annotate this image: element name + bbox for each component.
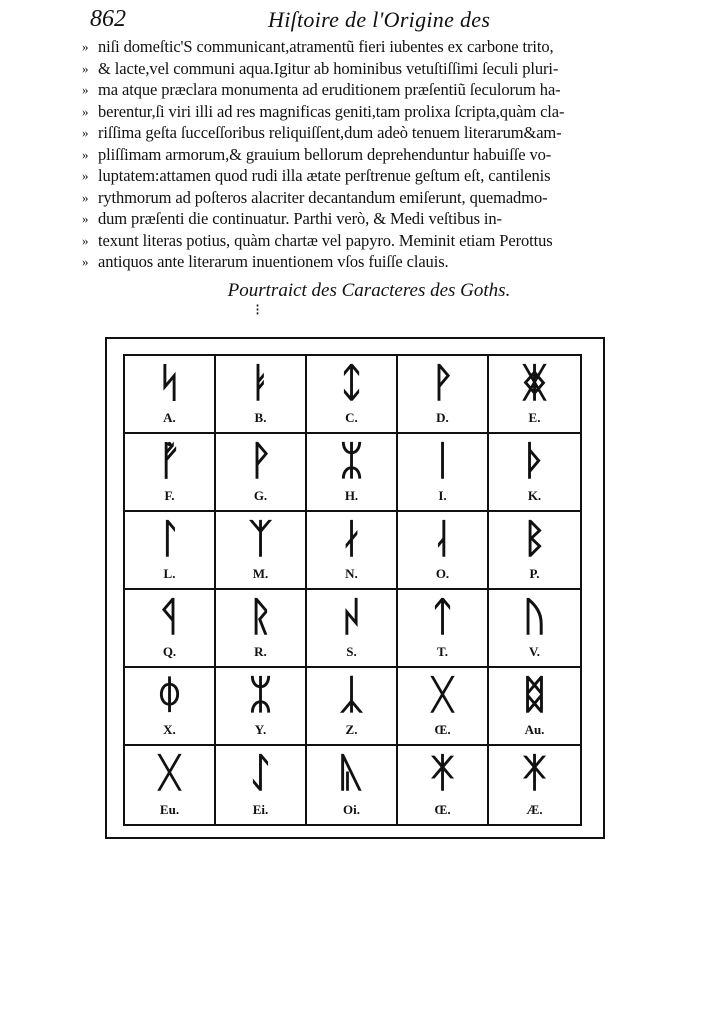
- latin-letter-label: Au.: [524, 722, 545, 737]
- latin-letter-label: G.: [253, 488, 268, 503]
- latin-letter-label: K.: [527, 488, 542, 503]
- line-text: antiquos ante literarum inuentionem vſos fuiſſe clauis.: [98, 252, 449, 271]
- alphabet-cell: [398, 746, 489, 824]
- gothic-character-glyph: ᛤ: [522, 360, 547, 405]
- gothic-character-glyph: ᛅ: [339, 516, 364, 561]
- latin-letter-label: C.: [345, 410, 358, 425]
- gothic-character-glyph: ᛡ: [522, 750, 547, 795]
- gothic-character-glyph: ᛆ: [430, 516, 455, 561]
- line-text: & lacte,vel communi aqua.Igitur ab hominibus vetuſtiſſimi ſeculi pluri-: [98, 58, 559, 78]
- latin-letter-label: Œ.: [434, 802, 451, 817]
- latin-letter-label: Y.: [254, 722, 267, 737]
- text-line: [82, 36, 622, 58]
- line-text: luptatem:attamen quod rudi illa ætate perſtrenue geſtum eſt, cantilenis: [98, 166, 551, 185]
- quotation-mark: »: [82, 60, 89, 76]
- alphabet-cell: [216, 434, 307, 512]
- latin-letter-label: R.: [254, 644, 267, 659]
- alphabet-cell: [398, 356, 489, 434]
- alphabet-cell: [307, 512, 398, 590]
- latin-letter-label: Œ.: [434, 722, 451, 737]
- quotation-mark: »: [82, 211, 89, 226]
- quotation-mark: »: [82, 103, 89, 119]
- latin-letter-label: Oi.: [343, 802, 360, 817]
- latin-letter-label: N.: [345, 566, 358, 581]
- alphabet-cell: [125, 746, 216, 824]
- latin-letter-label: D.: [436, 410, 449, 425]
- latin-letter-label: T.: [437, 644, 448, 659]
- line-text: berentur,ſi viri illi ad res magnificas geniti,tam prolixa ſcripta,quàm cla-: [98, 101, 565, 121]
- latin-letter-label: L.: [163, 566, 176, 581]
- gothic-character-glyph: ᛓ: [248, 360, 273, 405]
- alphabet-grid: [123, 354, 582, 826]
- running-title: Hiſtoire de l'Origine des: [268, 7, 491, 32]
- gothic-character-glyph: ᛇ: [248, 750, 273, 795]
- line-text: dum præſenti die continuatur. Parthi verò, & Medi veſtibus in-: [98, 209, 502, 228]
- text-line: [82, 187, 622, 209]
- latin-letter-label: V.: [529, 644, 540, 659]
- latin-letter-label: Ei.: [252, 802, 269, 817]
- figure-caption: Pourtraict des Caracteres des Goths.: [227, 280, 511, 301]
- quotation-mark: »: [82, 125, 89, 140]
- gothic-character-glyph: ᚢ: [522, 594, 547, 639]
- latin-letter-label: Æ.: [526, 802, 543, 817]
- gothic-character-glyph: ᛲ: [339, 594, 364, 639]
- quotation-mark: »: [82, 232, 89, 248]
- gothic-character-glyph: ᛋ: [157, 360, 182, 405]
- latin-text-block: [82, 36, 622, 273]
- alphabet-cell: [489, 434, 580, 512]
- alphabet-cell: [125, 590, 216, 668]
- alphabet-cell: [489, 668, 580, 746]
- text-line: [82, 144, 622, 166]
- gothic-character-glyph: ᛨ: [339, 360, 364, 405]
- latin-letter-label: F.: [164, 488, 175, 503]
- gothic-character-glyph: ᚹ: [248, 438, 273, 483]
- alphabet-cell: [307, 590, 398, 668]
- alphabet-cell: [307, 668, 398, 746]
- quotation-mark: »: [82, 254, 89, 269]
- gothic-character-glyph: ᚷ: [157, 750, 182, 795]
- alphabet-cell: [307, 746, 398, 824]
- quotation-mark: »: [82, 189, 89, 205]
- alphabet-cell: [398, 512, 489, 590]
- text-line: [82, 208, 622, 230]
- quotation-mark: »: [82, 39, 89, 54]
- alphabet-cell: [125, 668, 216, 746]
- page-number: 862: [90, 6, 126, 32]
- gothic-character-glyph: ᛯ: [248, 672, 273, 717]
- latin-letter-label: M.: [252, 566, 269, 581]
- gothic-character-glyph: ᛚ: [157, 516, 182, 561]
- caption-mark: ⁝: [255, 302, 261, 319]
- gothic-character-glyph: ᛰ: [157, 672, 182, 717]
- gothic-character-glyph: ᚦ: [522, 438, 547, 483]
- alphabet-cell: [216, 356, 307, 434]
- gothic-character-glyph: ᛉ: [248, 516, 273, 561]
- latin-letter-label: Z.: [345, 722, 358, 737]
- quotation-mark: »: [82, 146, 89, 162]
- gothic-character-glyph: ᛁ: [430, 438, 455, 483]
- alphabet-cell: [489, 356, 580, 434]
- alphabet-cell: [216, 668, 307, 746]
- gothic-character-glyph: ᛯ: [339, 438, 364, 483]
- text-line: [82, 165, 622, 187]
- latin-letter-label: S.: [346, 644, 357, 659]
- alphabet-cell: [216, 746, 307, 824]
- latin-letter-label: Eu.: [159, 802, 180, 817]
- text-line: [82, 58, 622, 80]
- gothic-character-glyph: ᛒ: [522, 516, 547, 561]
- gothic-character-glyph: ᛥ: [522, 672, 547, 717]
- page-header: [90, 6, 560, 36]
- line-text: niſi domeſtic'S communicant,atramentũ fieri iubentes ex carbone trito,: [98, 37, 554, 56]
- latin-letter-label: I.: [438, 488, 447, 503]
- text-line: [82, 251, 622, 273]
- text-line: [82, 101, 622, 123]
- quotation-mark: »: [82, 82, 89, 97]
- line-text: rythmorum ad poſteros alacriter decantandum emiſerunt, quemadmo-: [98, 187, 548, 207]
- gothic-character-glyph: ᛩ: [157, 594, 182, 639]
- alphabet-cell: [216, 590, 307, 668]
- alphabet-cell: [307, 356, 398, 434]
- latin-letter-label: H.: [344, 488, 359, 503]
- line-text: ma atque præclara monumenta ad eruditionem præſentiũ ſeculorum ha-: [98, 80, 561, 99]
- gothic-character-glyph: ᚹ: [430, 360, 455, 405]
- text-line: [82, 122, 622, 144]
- line-text: pliſſimam armorum,& grauium bellorum deprehenduntur habuiſſe vo-: [98, 144, 552, 164]
- latin-letter-label: A.: [163, 410, 176, 425]
- latin-letter-label: B.: [254, 410, 267, 425]
- alphabet-cell: [216, 512, 307, 590]
- gothic-character-glyph: ᛣ: [339, 672, 364, 717]
- alphabet-cell: [489, 512, 580, 590]
- line-text: texunt literas potius, quàm chartæ vel papyro. Meminit etiam Perottus: [98, 230, 553, 250]
- alphabet-cell: [398, 668, 489, 746]
- alphabet-cell: [398, 590, 489, 668]
- gothic-character-glyph: ᚱ: [248, 594, 273, 639]
- latin-letter-label: E.: [528, 410, 541, 425]
- quotation-mark: »: [82, 168, 89, 183]
- gothic-character-glyph: ᚷ: [430, 672, 455, 717]
- gothic-character-glyph: ᛡ: [430, 750, 455, 795]
- text-line: [82, 79, 622, 101]
- alphabet-cell: [125, 512, 216, 590]
- gothic-character-glyph: ᛏ: [430, 594, 455, 639]
- gothic-alphabet-table: [105, 337, 605, 839]
- alphabet-cell: [125, 356, 216, 434]
- alphabet-cell: [307, 434, 398, 512]
- alphabet-cell: [398, 434, 489, 512]
- alphabet-cell: [489, 746, 580, 824]
- line-text: riſſima geſta ſucceſſoribus reliquiſſent,dum adeò tenuem literarum&am-: [98, 123, 562, 142]
- alphabet-cell: [125, 434, 216, 512]
- latin-letter-label: P.: [529, 566, 540, 581]
- gothic-character-glyph: ᚡ: [157, 438, 182, 483]
- latin-letter-label: Q.: [162, 644, 177, 659]
- text-line: [82, 230, 622, 252]
- latin-letter-label: X.: [163, 722, 176, 737]
- latin-letter-label: O.: [435, 566, 450, 581]
- gothic-character-glyph: ᚣ: [339, 750, 364, 795]
- alphabet-cell: [489, 590, 580, 668]
